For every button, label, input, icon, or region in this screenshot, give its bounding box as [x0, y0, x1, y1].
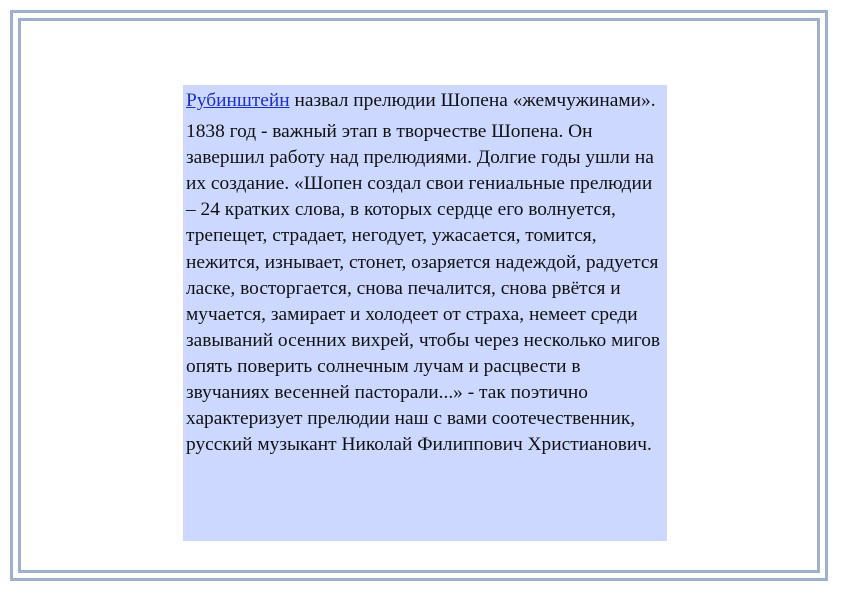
- paragraph-main: 1838 год - важный этап в творчестве Шопена. Он завершил работу над прелюдиями. Долгие годы ушли на их создание. «Шопен создал свои гениальные прелюдии – 24 кратких слова, в которых сердце его волнуется, трепещет, страдает, негодует, ужасается, томится, нежится, изнывает, стонет, озаряется надеждой, радуется ласке, восторгается, снова печалится, снова рвётся и мучается, замирает и холодеет от страха, немеет среди завываний осенних вихрей, чтобы через несколько мигов опять поверить солнечным лучам и расцвести в звучаниях весенней пасторали...» - так поэтично характеризует прелюдии наш с вами соотечественник, русский музыкант Николай Филиппович Христианович.: [186, 121, 661, 456]
- rubinstein-link[interactable]: Рубинштейн: [186, 90, 290, 111]
- paragraph-intro-text: назвал прелюдии Шопена «жемчужинами».: [289, 90, 656, 111]
- paragraph-intro: [186, 88, 663, 114]
- slide-text-box: [183, 85, 667, 541]
